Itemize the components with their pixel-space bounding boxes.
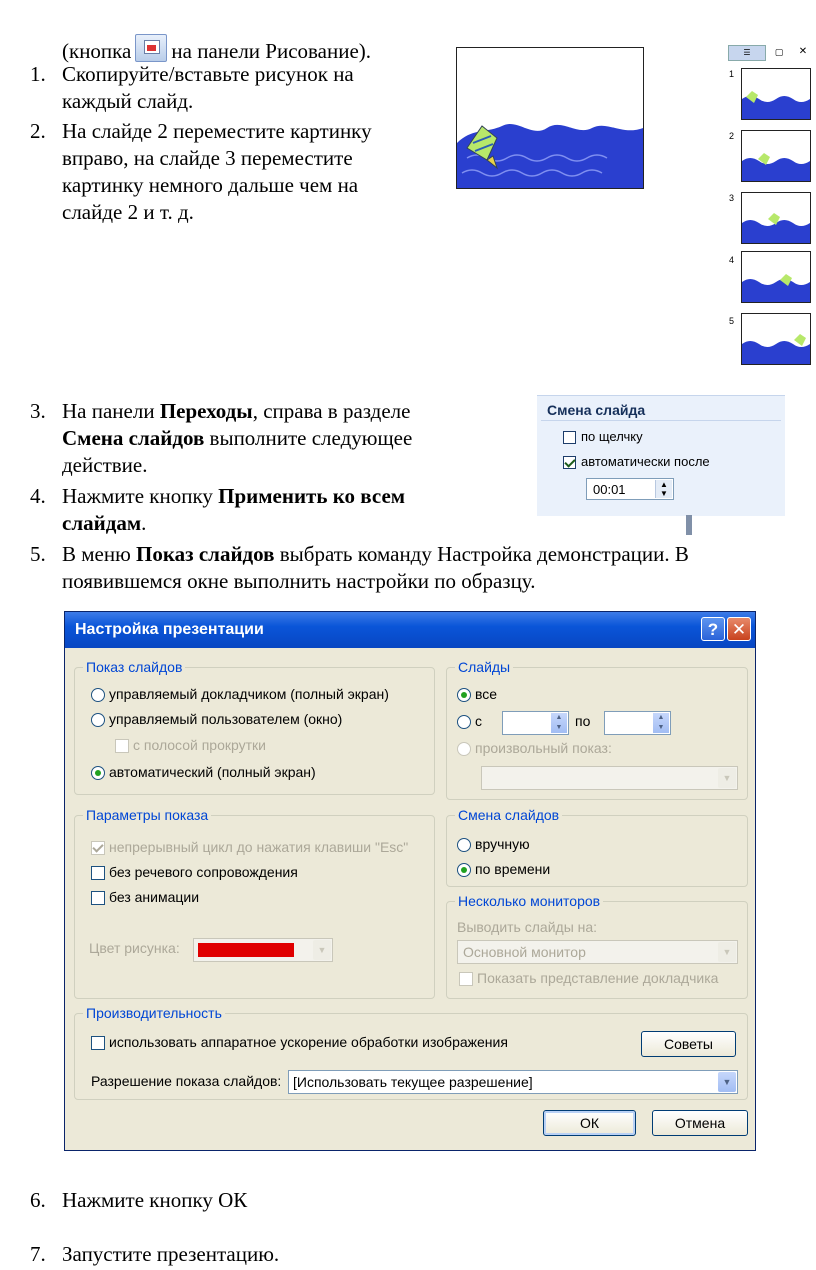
browsed-window-label: управляемый пользователем (окно) xyxy=(109,711,343,727)
step-bold: Переходы xyxy=(159,399,253,423)
group-label: Показ слайдов xyxy=(83,659,185,675)
show-type-group xyxy=(74,659,435,795)
sea-picture xyxy=(742,69,810,119)
group-label: Несколько мониторов xyxy=(455,893,603,909)
step-text: Нажмите кнопку ОК xyxy=(62,1188,248,1212)
no-animation-checkbox[interactable] xyxy=(91,891,105,905)
resolution-label: Разрешение показа слайдов: xyxy=(91,1073,282,1089)
slides-pane-tabs[interactable] xyxy=(728,43,814,61)
sea-picture xyxy=(742,131,810,181)
pen-color-picker[interactable] xyxy=(193,938,333,962)
picture-icon xyxy=(135,34,167,62)
thumb-number: 3 xyxy=(729,193,735,203)
slides-range-group xyxy=(446,659,748,800)
close-button[interactable]: ✕ xyxy=(727,617,751,641)
thumb-number: 2 xyxy=(729,131,735,141)
step-text: Нажмите кнопку xyxy=(62,484,219,508)
intro-after: на панели Рисование). xyxy=(171,39,372,63)
display-on-label: Выводить слайды на: xyxy=(457,919,598,935)
close-pane-icon[interactable]: ✕ xyxy=(798,46,808,57)
step-number: 1. xyxy=(30,62,46,86)
group-label: Слайды xyxy=(455,659,513,675)
custom-show-label: произвольный показ: xyxy=(475,740,612,756)
step-line: Скопируйте/вставьте рисунок на xyxy=(62,62,354,86)
manual-label: вручную xyxy=(475,836,530,852)
multiple-monitors-group xyxy=(446,893,748,999)
panel-title: Смена слайда xyxy=(547,402,646,418)
custom-show-radio[interactable] xyxy=(457,742,471,756)
performance-group xyxy=(74,1005,748,1100)
auto-after-label: автоматически после xyxy=(581,454,710,469)
thumb-slide-2[interactable] xyxy=(741,130,811,182)
sea-picture xyxy=(742,193,810,243)
setup-show-dialog xyxy=(64,611,756,1151)
sea-picture xyxy=(742,314,810,364)
slides-tab[interactable]: ☰ xyxy=(728,45,766,61)
thumb-number: 5 xyxy=(729,316,735,326)
pen-color-label: Цвет рисунка: xyxy=(89,940,180,956)
timed-label: по времени xyxy=(475,861,551,877)
monitor-value: Основной монитор xyxy=(463,944,586,960)
custom-show-select[interactable] xyxy=(481,766,738,790)
spin-arrows-icon[interactable]: ▲ ▼ xyxy=(655,480,672,498)
presenter-view-label: Показать представление докладчика xyxy=(477,970,719,986)
time-value: 00:01 xyxy=(593,482,626,497)
time-stepper[interactable] xyxy=(586,478,674,500)
step-text: . xyxy=(141,511,147,535)
step-number: 4. xyxy=(30,484,46,508)
dialog-title: Настройка презентации xyxy=(75,621,264,638)
step-text: выполните следующее xyxy=(204,426,413,450)
on-click-label: по щелчку xyxy=(581,429,643,444)
step-number: 3. xyxy=(30,399,46,423)
chevron-down-icon[interactable]: ▼ xyxy=(718,1072,736,1092)
step-bold: Применить ко всем xyxy=(218,484,406,508)
thumb-slide-4[interactable] xyxy=(741,251,811,303)
step-number: 6. xyxy=(30,1188,46,1212)
step-text: выбрать команду Настройка демонстрации. В xyxy=(274,542,689,566)
from-input[interactable] xyxy=(502,711,569,735)
step-line: каждый слайд. xyxy=(62,89,194,113)
browsed-window-radio[interactable] xyxy=(91,713,105,727)
thumb-slide-3[interactable] xyxy=(741,192,811,244)
step-line: вправо, на слайде 3 переместите xyxy=(62,146,353,170)
chevron-down-icon[interactable]: ▼ xyxy=(718,768,736,788)
step-line: картинку немного дальше чем на xyxy=(62,173,359,197)
all-slides-radio[interactable] xyxy=(457,688,471,702)
step-number: 7. xyxy=(30,1242,46,1266)
divider xyxy=(541,420,781,421)
dialog-titlebar[interactable] xyxy=(65,612,755,648)
slide-preview xyxy=(456,47,644,189)
chevron-down-icon[interactable]: ▼ xyxy=(313,940,331,960)
slide-transition-panel xyxy=(537,395,785,516)
step-line: слайде 2 и т. д. xyxy=(62,200,194,224)
scrollbar-label: с полосой прокрутки xyxy=(133,737,266,753)
no-narration-checkbox[interactable] xyxy=(91,866,105,880)
kiosk-radio[interactable] xyxy=(91,766,105,780)
step-text: , справа в разделе xyxy=(252,399,411,423)
resolution-value: [Использовать текущее разрешение] xyxy=(293,1074,533,1090)
spin-arrows-icon[interactable]: ▲ ▼ xyxy=(551,713,567,733)
from-radio[interactable] xyxy=(457,715,471,729)
thumb-number: 4 xyxy=(729,255,735,265)
group-label: Производительность xyxy=(83,1005,225,1021)
step-text: Запустите презентацию. xyxy=(62,1242,280,1266)
on-click-checkbox[interactable] xyxy=(563,431,576,444)
hw-accel-checkbox[interactable] xyxy=(91,1036,105,1050)
manual-radio[interactable] xyxy=(457,838,471,852)
loop-label: непрерывный цикл до нажатия клавиши "Esc" xyxy=(109,839,409,855)
resolution-select[interactable] xyxy=(288,1070,738,1094)
divider xyxy=(686,515,692,535)
thumb-slide-5[interactable] xyxy=(741,313,811,365)
hw-accel-label: использовать аппаратное ускорение обработки изображения xyxy=(109,1034,508,1050)
thumb-number: 1 xyxy=(729,69,735,79)
step-bold: слайдам xyxy=(62,511,142,535)
help-button[interactable]: ? xyxy=(701,617,725,641)
presenter-label: управляемый докладчиком (полный экран) xyxy=(109,686,389,702)
intro-before: (кнопка xyxy=(62,39,132,63)
auto-after-checkbox[interactable] xyxy=(563,456,576,469)
scrollbar-checkbox[interactable] xyxy=(115,739,129,753)
ok-button[interactable]: ОК xyxy=(543,1110,636,1136)
outline-tab[interactable]: ▢ xyxy=(774,47,784,57)
to-label: по xyxy=(575,713,591,729)
sea-picture xyxy=(457,48,643,188)
timed-radio[interactable] xyxy=(457,863,471,877)
loop-checkbox[interactable] xyxy=(91,841,105,855)
no-narration-label: без речевого сопровождения xyxy=(109,864,298,880)
presenter-radio[interactable] xyxy=(91,688,105,702)
no-animation-label: без анимации xyxy=(109,889,200,905)
tips-button[interactable]: Советы xyxy=(641,1031,736,1057)
step-bold: Показ слайдов xyxy=(136,542,275,566)
all-slides-label: все xyxy=(475,686,498,702)
step-number: 2. xyxy=(30,119,46,143)
to-input[interactable] xyxy=(604,711,671,735)
thumb-slide-1[interactable] xyxy=(741,68,811,120)
kiosk-label: автоматический (полный экран) xyxy=(109,764,316,780)
step-line: действие. xyxy=(62,453,148,477)
step-line: На слайде 2 переместите картинку xyxy=(62,119,372,143)
sea-picture xyxy=(742,252,810,302)
from-label: с xyxy=(475,713,482,729)
step-text: На панели xyxy=(62,399,160,423)
chevron-down-icon[interactable]: ▼ xyxy=(718,942,736,962)
step-bold: Смена слайдов xyxy=(62,426,205,450)
group-label: Смена слайдов xyxy=(455,807,562,823)
step-number: 5. xyxy=(30,542,46,566)
step-line: появившемся окне выполнить настройки по образцу. xyxy=(62,569,536,593)
presenter-view-checkbox[interactable] xyxy=(459,972,473,986)
group-label: Параметры показа xyxy=(83,807,211,823)
advance-slides-group xyxy=(446,807,748,887)
spin-arrows-icon[interactable]: ▲ ▼ xyxy=(653,713,669,733)
cancel-button[interactable]: Отмена xyxy=(652,1110,748,1136)
show-options-group xyxy=(74,807,435,999)
monitor-select[interactable] xyxy=(457,940,738,964)
pen-color-swatch xyxy=(198,943,294,957)
step-text: В меню xyxy=(62,542,137,566)
